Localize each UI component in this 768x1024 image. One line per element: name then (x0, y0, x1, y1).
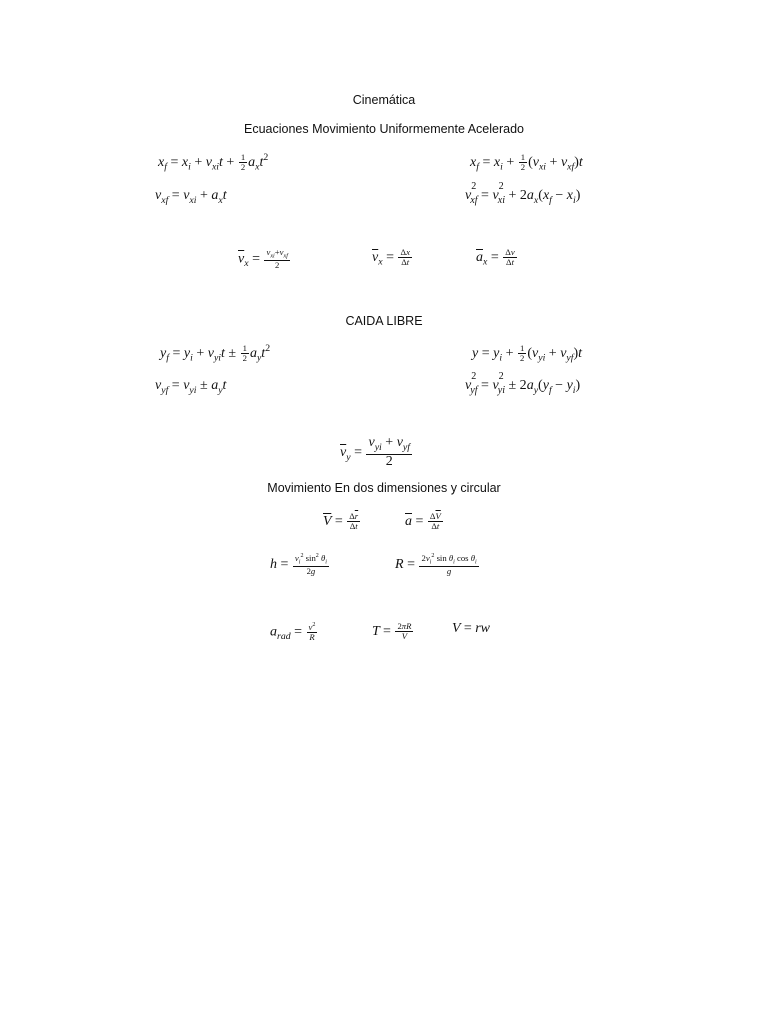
equation-average-velocity-x-delta: $\overline{v}_x$ = $\frac{\Delta x}{\Delta t}$ (372, 247, 410, 268)
equation-xf-average-velocity: $x_f = x_i$ + $\frac{1}{2}$ $(v_{xi} + v_{xf})t$ (470, 152, 583, 173)
equation-yf-position: $y_f = y_i + v_{yi}t$ ± $\frac{1}{2}$ $a_yt^2$ (160, 343, 271, 364)
equation-vector-acceleration: $\overline{a}$ = $\frac{\Delta\overline{V}}{\Delta t}$ (405, 511, 441, 532)
equation-average-velocity-x-sum: $\overline{v}_x$ = $\frac{v_{xi}+v_{xf}}{2}$ (238, 247, 288, 271)
equation-vector-velocity: $\overline{V}$ = $\frac{\Delta\overline{r}}{\Delta t}$ (323, 511, 359, 532)
equation-vyf-squared: $v_{^2yf} = v_{^2yi} \pm 2a_y(y_f - y_i)$ (465, 371, 581, 396)
equation-average-acceleration-x: $\overline{a}_x$ = $\frac{\Delta v}{\Delta t}$ (476, 247, 515, 268)
equation-range: R = $\frac{2v_i^2 \sin \theta_i \cos \theta_i}{g}$ (395, 552, 477, 576)
equation-y-average-velocity: $y = y_i$ + $\frac{1}{2}$ $(v_{yi} + v_{yf})t$ (472, 343, 583, 364)
equation-xf-position: $x_f = x_i + v_{xi}t$ + $\frac{1}{2}$ $a_xt^2$ (158, 152, 269, 173)
section-heading-dos-dimensiones: Movimiento En dos dimensiones y circular (267, 481, 501, 495)
equation-vxf-velocity: $v_{xf} = v_{xi} + a_xt$ (155, 188, 227, 206)
equation-vyf-velocity: $v_{yf} = v_{yi} \pm a_yt$ (155, 378, 227, 396)
equation-max-height: h = $\frac{v_i^2 \sin^2 \theta_i}{2g}$ (270, 552, 327, 576)
equation-period: T = $\frac{2\pi R}{V}$ (372, 621, 412, 642)
section-heading-caida-libre: CAIDA LIBRE (345, 314, 423, 328)
equation-radial-acceleration: $a_{rad}$ = $\frac{v^2}{R}$ (270, 621, 316, 643)
equation-tangential-velocity: V = rw (452, 621, 491, 636)
section-heading-mua: Ecuaciones Movimiento Uniformemente Acelerado (244, 122, 524, 136)
equation-average-velocity-y: $\overline{v}_y$ = $\frac{v_{yi} + v_{yf}}{2}$ (340, 435, 410, 470)
page-title: Cinemática (352, 93, 416, 107)
equation-vxf-squared: $v_{^2xf} = v_{^2xi} + 2a_x(x_f - x_i)$ (465, 181, 581, 206)
